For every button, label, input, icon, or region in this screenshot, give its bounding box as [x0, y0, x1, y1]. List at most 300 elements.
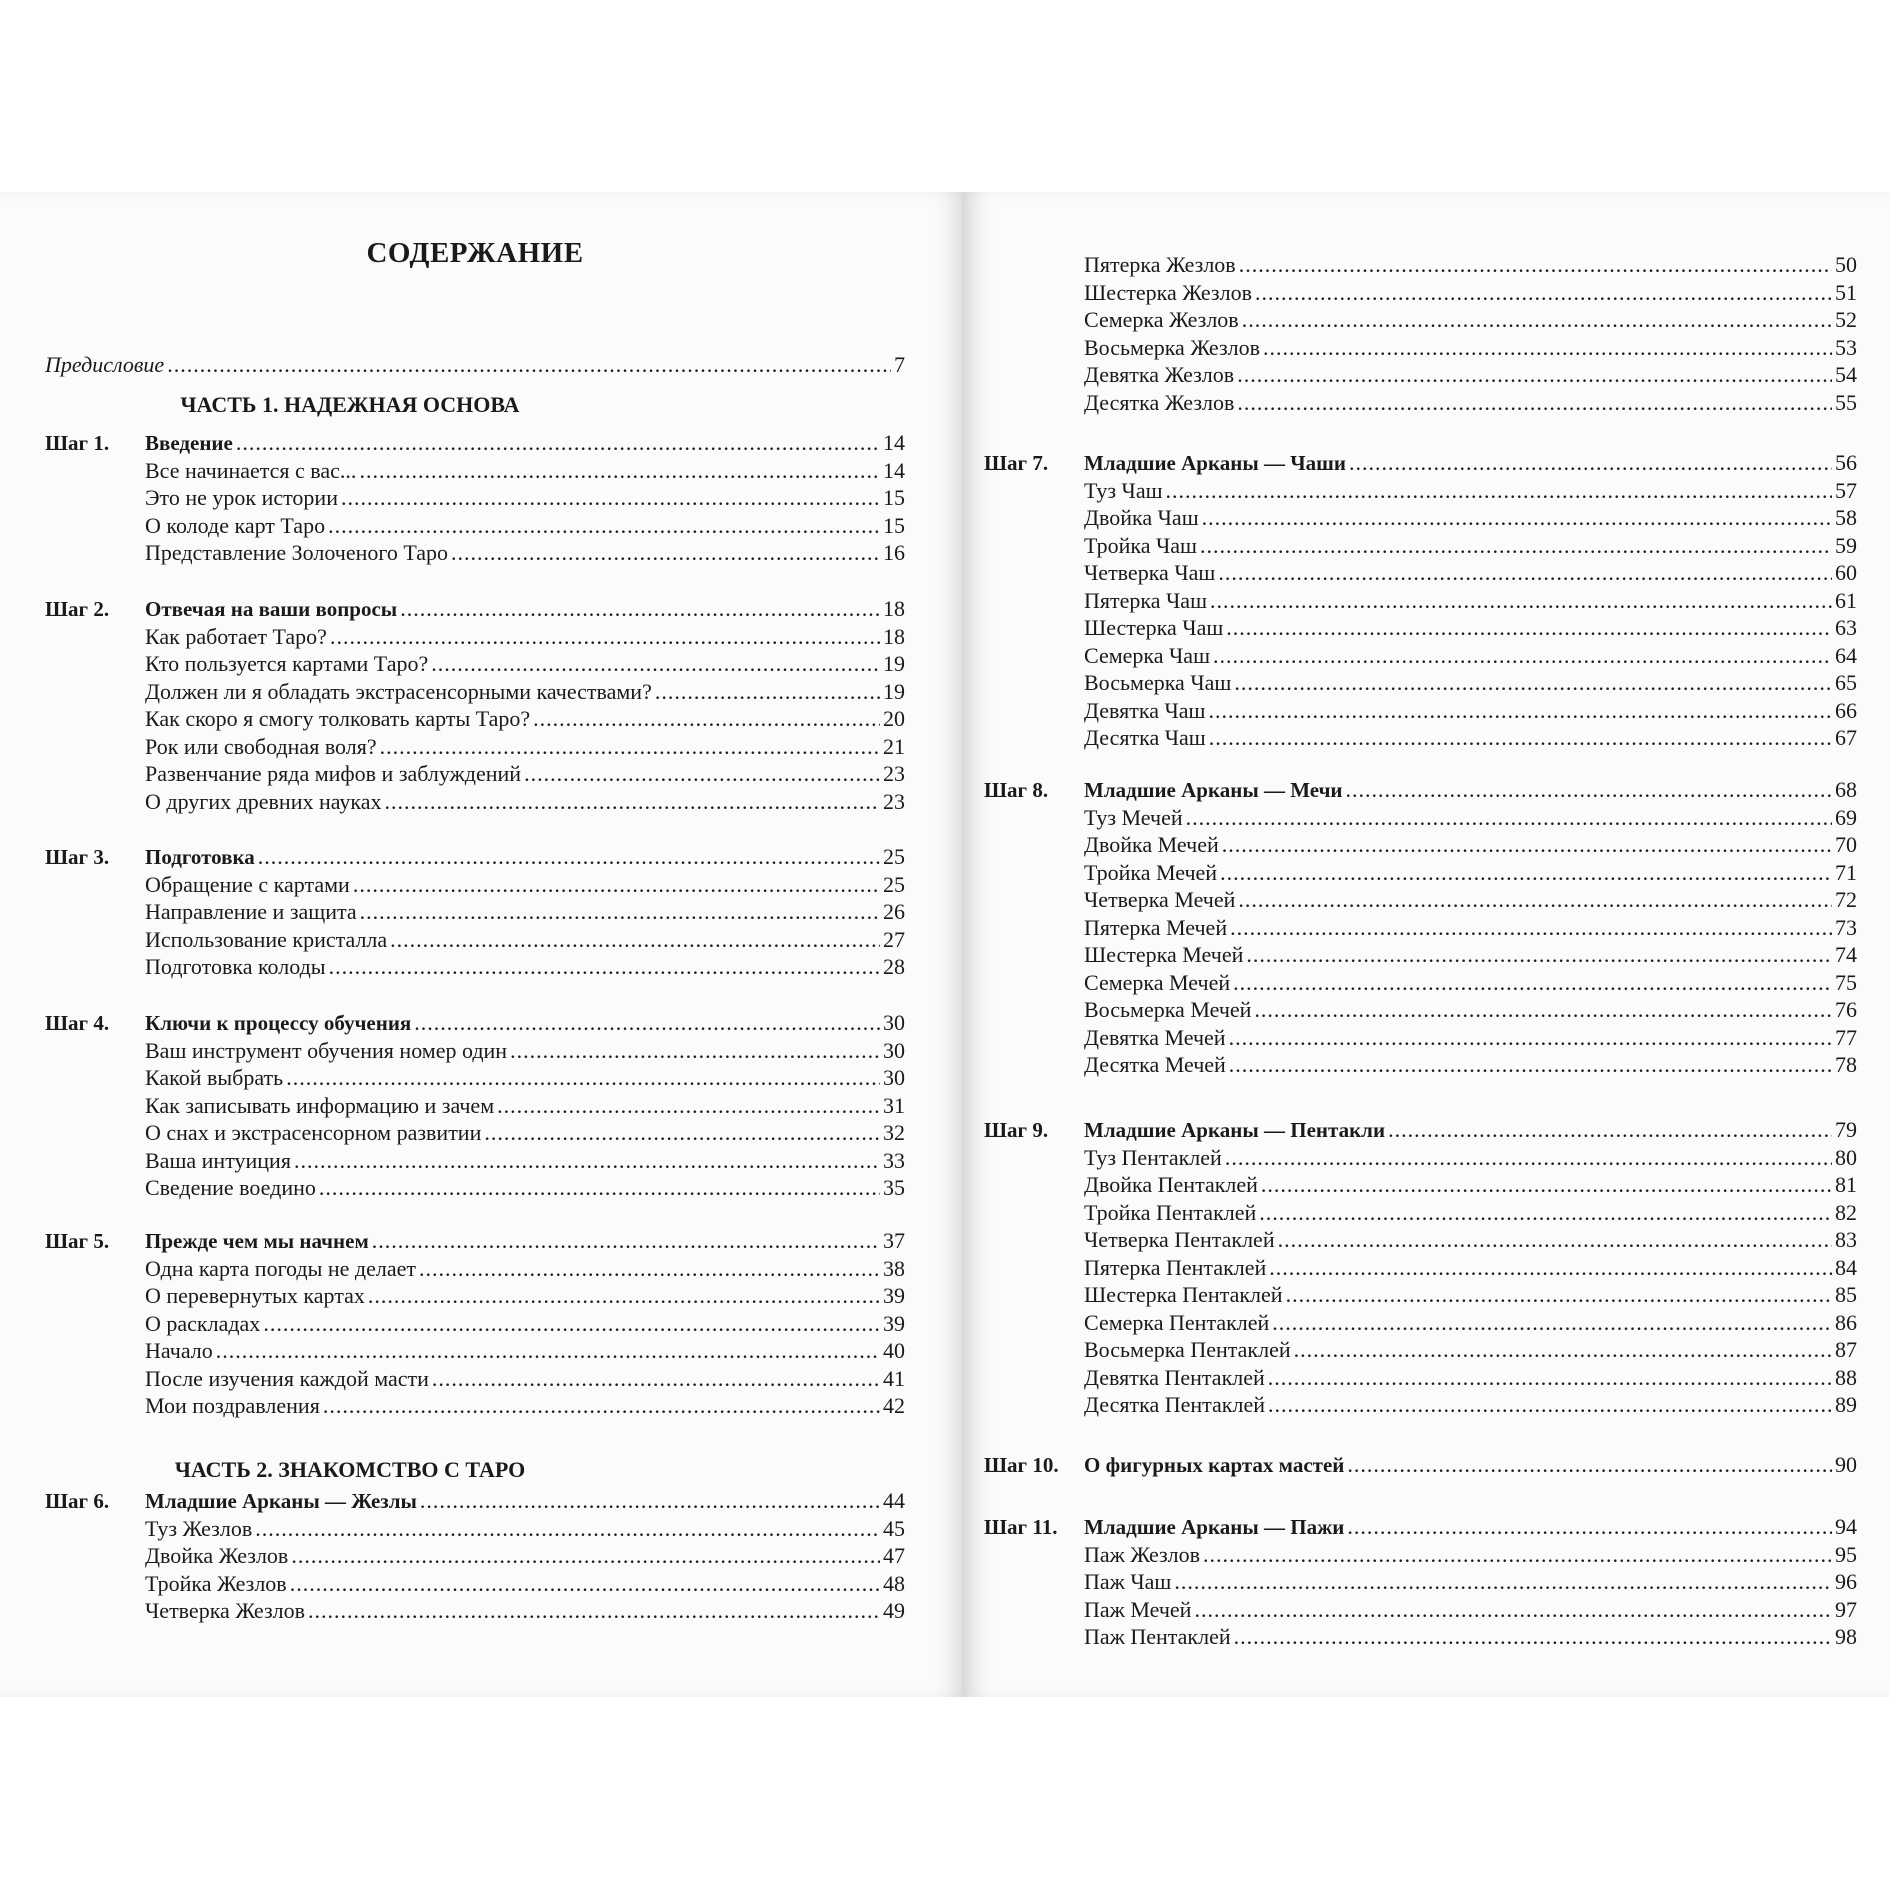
toc-row-item[interactable] — [1084, 560, 1857, 586]
entry-label: О перевернутых картах — [145, 1283, 365, 1308]
toc-row-item[interactable] — [1084, 1365, 1857, 1391]
toc-row-step[interactable] — [45, 1488, 905, 1514]
toc-row-item[interactable] — [145, 1256, 905, 1282]
page-number: 97 — [1835, 1596, 1857, 1622]
leader-dots — [1200, 533, 1832, 559]
leader-dots — [1225, 1145, 1832, 1171]
entry-label: О фигурных картах мастей — [1084, 1453, 1345, 1477]
entry-label: Паж Чаш — [1084, 1569, 1172, 1594]
toc-row-item[interactable] — [1084, 588, 1857, 614]
leader-dots — [1220, 860, 1832, 886]
entry-label: Это не урок истории — [145, 485, 338, 510]
toc-row-item[interactable] — [145, 540, 905, 566]
page-number: 48 — [883, 1570, 905, 1596]
step-number: Шаг 7. — [984, 451, 1049, 475]
page-number: 77 — [1835, 1024, 1857, 1050]
page-number: 69 — [1835, 804, 1857, 830]
page-number: 74 — [1835, 942, 1857, 967]
leader-dots — [524, 761, 880, 787]
entry-label: Введение — [145, 431, 233, 455]
toc-row-item[interactable] — [1084, 280, 1857, 306]
entry-label: Как скоро я смогу толковать карты Таро? — [145, 706, 531, 731]
toc-row-step[interactable] — [45, 844, 905, 870]
toc-row-step[interactable] — [45, 430, 905, 456]
leader-dots — [400, 596, 880, 622]
leader-dots — [216, 1338, 880, 1364]
toc-row-item[interactable] — [145, 624, 905, 650]
entry-label: Младшие Арканы — Пентакли — [1084, 1118, 1386, 1142]
toc-row-item[interactable] — [145, 1311, 905, 1337]
entry-label: Паж Жезлов — [1084, 1541, 1201, 1567]
page-number: 38 — [883, 1255, 905, 1281]
leader-dots — [1346, 777, 1832, 803]
leader-dots — [1294, 1337, 1832, 1363]
entry-label: Четверка Чаш — [1084, 560, 1216, 585]
left-page — [0, 192, 962, 1697]
page-number: 73 — [1835, 914, 1857, 940]
page-number: 26 — [883, 899, 905, 924]
page-number: 60 — [1835, 560, 1857, 585]
page-number: 23 — [883, 761, 905, 786]
entry-label: Младшие Арканы — Жезлы — [145, 1489, 417, 1513]
leader-dots — [1210, 588, 1832, 614]
page-number: 27 — [883, 926, 905, 952]
toc-row-item[interactable] — [1084, 1310, 1857, 1336]
toc-row-item[interactable] — [145, 1038, 905, 1064]
page-number: 71 — [1835, 859, 1857, 885]
entry-label: Двойка Чаш — [1084, 505, 1199, 530]
page-number: 15 — [883, 485, 905, 510]
leader-dots — [1259, 1200, 1832, 1226]
entry-label: Должен ли я обладать экстрасенсорными качествами? — [145, 678, 652, 704]
toc-row-step[interactable] — [984, 1452, 1857, 1478]
entry-label: Сведение воедино — [145, 1175, 316, 1200]
leader-dots — [1242, 307, 1832, 333]
page-number: 19 — [883, 678, 905, 704]
entry-label: Шестерка Пентаклей — [1084, 1282, 1283, 1307]
entry-label: Ваш инструмент обучения номер один — [145, 1037, 508, 1063]
page-number: 75 — [1835, 969, 1857, 995]
toc-row-item[interactable] — [145, 1393, 905, 1419]
page-number: 39 — [883, 1310, 905, 1336]
entry-label: Туз Мечей — [1084, 804, 1183, 830]
page-number: 47 — [883, 1543, 905, 1568]
leader-dots — [497, 1093, 880, 1119]
entry-label: Рок или свободная воля? — [145, 733, 377, 759]
entry-label: Семерка Пентаклей — [1084, 1309, 1270, 1335]
page-number: 80 — [1835, 1144, 1857, 1170]
leader-dots — [484, 1120, 880, 1146]
toc-row-step[interactable] — [45, 1228, 905, 1254]
toc-row-step[interactable] — [45, 596, 905, 622]
entry-label: Шестерка Мечей — [1084, 942, 1244, 967]
leader-dots — [263, 1311, 880, 1337]
leader-dots — [286, 1065, 880, 1091]
entry-label: Девятка Пентаклей — [1084, 1364, 1265, 1390]
page-number: 87 — [1835, 1337, 1857, 1362]
toc-row-step[interactable] — [984, 450, 1857, 476]
page-number: 86 — [1835, 1309, 1857, 1335]
page-number: 30 — [883, 1037, 905, 1063]
entry-label: Паж Пентаклей — [1084, 1624, 1231, 1649]
page-number: 54 — [1835, 362, 1857, 387]
toc-row-item[interactable] — [1084, 1569, 1857, 1595]
page-number: 95 — [1835, 1541, 1857, 1567]
leader-dots — [1268, 1365, 1832, 1391]
leader-dots — [255, 1516, 880, 1542]
toc-row-item[interactable] — [1084, 997, 1857, 1023]
toc-row-item[interactable] — [1084, 533, 1857, 559]
toc-row-item[interactable] — [1084, 805, 1857, 831]
entry-label: Восьмерка Пентаклей — [1084, 1337, 1291, 1362]
entry-label: Четверка Жезлов — [145, 1598, 306, 1623]
entry-label: Тройка Жезлов — [145, 1570, 287, 1596]
toc-row-item[interactable] — [1084, 362, 1857, 388]
page-number: 82 — [1835, 1199, 1857, 1225]
toc-row-step[interactable] — [45, 1010, 905, 1036]
toc-row-item[interactable] — [145, 954, 905, 980]
entry-label: Шестерка Жезлов — [1084, 279, 1252, 305]
toc-row-item[interactable] — [145, 651, 905, 677]
leader-dots — [319, 1175, 880, 1201]
entry-label: О других древних науках — [145, 788, 382, 814]
page-number: 37 — [883, 1228, 905, 1253]
leader-dots — [1237, 362, 1832, 388]
entry-label: Четверка Пентаклей — [1084, 1227, 1275, 1252]
toc-row-item[interactable] — [1084, 915, 1857, 941]
toc-row-item[interactable] — [145, 1065, 905, 1091]
toc-row-item[interactable] — [1084, 1624, 1857, 1650]
toc-row-item[interactable] — [145, 761, 905, 787]
step-number: Шаг 2. — [45, 597, 110, 621]
leader-dots — [510, 1038, 880, 1064]
toc-row-item[interactable] — [1084, 725, 1857, 751]
entry-label: Мои поздравления — [145, 1393, 320, 1418]
page-number: 25 — [883, 844, 905, 869]
step-number: Шаг 8. — [984, 778, 1049, 802]
toc-row-item[interactable] — [145, 1148, 905, 1174]
toc-row-item[interactable] — [1084, 643, 1857, 669]
entry-label: Туз Пентаклей — [1084, 1144, 1222, 1170]
leader-dots — [359, 458, 880, 484]
toc-row-item[interactable] — [1084, 1172, 1857, 1198]
leader-dots — [329, 954, 880, 980]
page-number: 84 — [1835, 1254, 1857, 1280]
page-number: 49 — [883, 1598, 905, 1623]
leader-dots — [385, 789, 880, 815]
entry-label: Десятка Чаш — [1084, 725, 1206, 750]
leader-dots — [420, 1488, 880, 1514]
toc-row-item[interactable] — [1084, 698, 1857, 724]
page-number: 21 — [883, 733, 905, 759]
entry-label: Семерка Чаш — [1084, 642, 1211, 668]
page-number: 19 — [883, 651, 905, 676]
entry-label: Ключи к процессу обучения — [145, 1011, 412, 1035]
entry-label: Семерка Жезлов — [1084, 307, 1239, 332]
page-number: 57 — [1835, 477, 1857, 503]
page-number: 52 — [1835, 307, 1857, 332]
entry-label: Пятерка Чаш — [1084, 587, 1208, 613]
leader-dots — [328, 513, 880, 539]
entry-label: Десятка Пентаклей — [1084, 1392, 1265, 1417]
toc-row-item[interactable] — [1084, 970, 1857, 996]
page-number: 76 — [1835, 997, 1857, 1022]
page-number: 85 — [1835, 1282, 1857, 1307]
leader-dots — [290, 1571, 880, 1597]
toc-row-item[interactable] — [145, 1093, 905, 1119]
entry-label: Девятка Жезлов — [1084, 362, 1235, 387]
toc-row-item[interactable] — [145, 485, 905, 511]
entry-label: Тройка Чаш — [1084, 532, 1197, 558]
toc-row-item[interactable] — [145, 1366, 905, 1392]
entry-label: Туз Чаш — [1084, 477, 1163, 503]
entry-label: Подготовка колоды — [145, 954, 326, 979]
leader-dots — [353, 872, 880, 898]
toc-row-step[interactable] — [984, 777, 1857, 803]
toc-row-item[interactable] — [145, 927, 905, 953]
toc-row-item[interactable] — [1084, 1597, 1857, 1623]
entry-label: Как работает Таро? — [145, 623, 327, 649]
toc-row-item[interactable] — [1084, 1255, 1857, 1281]
entry-label: Прежде чем мы начнем — [145, 1229, 369, 1253]
leader-dots — [330, 624, 880, 650]
leader-dots — [1226, 615, 1832, 641]
leader-dots — [1218, 560, 1832, 586]
toc-row-item[interactable] — [1084, 505, 1857, 531]
leader-dots — [1254, 997, 1832, 1023]
leader-dots — [372, 1228, 880, 1254]
page-number: 30 — [883, 1010, 905, 1035]
page-number: 33 — [883, 1147, 905, 1173]
entry-label: О раскладах — [145, 1310, 261, 1336]
page-number: 81 — [1835, 1172, 1857, 1197]
entry-label: Десятка Мечей — [1084, 1052, 1226, 1077]
entry-label: Одна карта погоды не делает — [145, 1255, 417, 1281]
leader-dots — [291, 1543, 880, 1569]
page-number: 14 — [883, 430, 905, 455]
toc-row-item[interactable] — [1084, 832, 1857, 858]
toc-row-item[interactable] — [1084, 887, 1857, 913]
entry-label: Начало — [145, 1338, 213, 1363]
leader-dots — [1272, 1310, 1832, 1336]
page-number: 70 — [1835, 832, 1857, 857]
leader-dots — [1347, 1452, 1832, 1478]
leader-dots — [308, 1598, 880, 1624]
step-number: Шаг 1. — [45, 431, 110, 455]
toc-row-item[interactable] — [1084, 478, 1857, 504]
toc-row-item[interactable] — [145, 1543, 905, 1569]
toc-row-item[interactable] — [145, 1120, 905, 1146]
toc-row-item[interactable] — [1084, 390, 1857, 416]
page-number: 58 — [1835, 505, 1857, 530]
entry-label: Двойка Пентаклей — [1084, 1172, 1258, 1197]
leader-dots — [1174, 1569, 1832, 1595]
leader-dots — [1268, 1392, 1832, 1418]
leader-dots — [1238, 887, 1832, 913]
page-number: 23 — [883, 788, 905, 814]
toc-row-item[interactable] — [1084, 1542, 1857, 1568]
toc-row-item[interactable] — [1084, 1337, 1857, 1363]
entry-label: Шестерка Чаш — [1084, 615, 1224, 640]
page-number: 16 — [883, 540, 905, 565]
leader-dots — [258, 844, 880, 870]
leader-dots — [1234, 1624, 1832, 1650]
page-number: 32 — [883, 1120, 905, 1145]
entry-label: Восьмерка Чаш — [1084, 670, 1232, 695]
entry-label: Четверка Мечей — [1084, 887, 1236, 912]
page-number: 42 — [883, 1393, 905, 1418]
leader-dots — [1209, 725, 1832, 751]
right-page — [962, 192, 1890, 1697]
toc-row-item[interactable] — [145, 734, 905, 760]
page-number: 83 — [1835, 1227, 1857, 1252]
entry-label: Тройка Мечей — [1084, 859, 1218, 885]
leader-dots — [1202, 505, 1832, 531]
entry-label: Ваша интуиция — [145, 1147, 291, 1173]
page-number: 20 — [883, 706, 905, 731]
step-number: Шаг 11. — [984, 1515, 1058, 1539]
entry-label: После изучения каждой масти — [145, 1365, 429, 1391]
leader-dots — [451, 540, 880, 566]
leader-dots — [167, 352, 891, 378]
leader-dots — [1203, 1542, 1832, 1568]
leader-dots — [1278, 1227, 1832, 1253]
leader-dots — [414, 1010, 880, 1036]
leader-dots — [294, 1148, 880, 1174]
page-number: 40 — [883, 1338, 905, 1363]
toc-row-item[interactable] — [145, 679, 905, 705]
toc-row-item[interactable] — [1084, 1227, 1857, 1253]
leader-dots — [1261, 1172, 1832, 1198]
toc-row-item[interactable] — [1084, 335, 1857, 361]
toc-row-item[interactable] — [1084, 1052, 1857, 1078]
toc-row-item[interactable] — [145, 706, 905, 732]
leader-dots — [431, 651, 880, 677]
toc-row-item[interactable] — [1084, 1392, 1857, 1418]
entry-label: Кто пользуется картами Таро? — [145, 651, 429, 676]
toc-row-item[interactable] — [1084, 252, 1857, 278]
toc-row-item[interactable] — [145, 1571, 905, 1597]
leader-dots — [432, 1366, 880, 1392]
leader-dots — [368, 1283, 880, 1309]
leader-dots — [1209, 698, 1833, 724]
toc-row-item[interactable] — [1084, 1282, 1857, 1308]
toc-row-item[interactable] — [145, 1598, 905, 1624]
toc-row-item[interactable] — [145, 458, 905, 484]
toc-row-step[interactable] — [984, 1514, 1857, 1540]
entry-label: Младшие Арканы — Пажи — [1084, 1515, 1345, 1539]
leader-dots — [1239, 252, 1832, 278]
leader-dots — [1229, 1052, 1832, 1078]
leader-dots — [380, 734, 880, 760]
entry-label: Предисловие — [45, 352, 165, 377]
leader-dots — [1246, 942, 1832, 968]
page-number: 31 — [883, 1092, 905, 1118]
toc-row-item[interactable] — [145, 872, 905, 898]
leader-dots — [1186, 805, 1832, 831]
toc-row-step[interactable] — [984, 1117, 1857, 1143]
page-number: 51 — [1835, 279, 1857, 305]
entry-label: Обращение с картами — [145, 871, 350, 897]
leader-dots — [1255, 280, 1832, 306]
page-number: 18 — [883, 596, 905, 621]
toc-row-item[interactable] — [145, 899, 905, 925]
leader-dots — [533, 706, 880, 732]
step-number: Шаг 9. — [984, 1118, 1049, 1142]
page-number: 96 — [1835, 1569, 1857, 1594]
entry-label: Семерка Мечей — [1084, 969, 1231, 995]
toc-row-item[interactable] — [1084, 615, 1857, 641]
leader-dots — [1349, 450, 1832, 476]
entry-label: Подготовка — [145, 845, 255, 869]
page-number: 78 — [1835, 1052, 1857, 1077]
page-number: 88 — [1835, 1364, 1857, 1390]
entry-label: Десятка Жезлов — [1084, 389, 1235, 415]
page-number: 50 — [1835, 252, 1857, 277]
page-number: 25 — [883, 871, 905, 897]
step-number: Шаг 3. — [45, 845, 110, 869]
entry-label: О снах и экстрасенсорном развитии — [145, 1120, 482, 1145]
toc-row-item[interactable] — [145, 513, 905, 539]
page-number: 44 — [883, 1488, 905, 1513]
leader-dots — [1166, 478, 1832, 504]
page-number: 39 — [883, 1283, 905, 1308]
entry-label: Тройка Пентаклей — [1084, 1199, 1257, 1225]
page-number: 35 — [883, 1175, 905, 1200]
leader-dots — [1263, 335, 1832, 361]
toc-row-item[interactable] — [1084, 1145, 1857, 1171]
entry-label: Развенчание ряда мифов и заблуждений — [145, 761, 522, 786]
toc-row-item[interactable] — [145, 1175, 905, 1201]
toc-row-item[interactable] — [1084, 670, 1857, 696]
toc-row-item[interactable] — [145, 789, 905, 815]
entry-label: Какой выбрать — [145, 1065, 284, 1090]
toc-row-item[interactable] — [1084, 860, 1857, 886]
page-number: 15 — [883, 512, 905, 538]
toc-row-item[interactable] — [1084, 1025, 1857, 1051]
entry-label: Как записывать информацию и зачем — [145, 1092, 495, 1118]
leader-dots — [1269, 1255, 1832, 1281]
leader-dots — [1233, 970, 1832, 996]
toc-row-item[interactable] — [1084, 942, 1857, 968]
toc-row-item[interactable] — [145, 1283, 905, 1309]
entry-label: Представление Золоченого Таро — [145, 540, 448, 565]
leader-dots — [1229, 1025, 1832, 1051]
toc-row-item[interactable] — [145, 1516, 905, 1542]
page-number: 61 — [1835, 587, 1857, 613]
leader-dots — [1194, 1597, 1832, 1623]
toc-row-item[interactable] — [145, 1338, 905, 1364]
entry-label: Направление и защита — [145, 899, 357, 924]
page-number: 72 — [1835, 887, 1857, 912]
page-number: 28 — [883, 954, 905, 979]
entry-label: Младшие Арканы — Мечи — [1084, 778, 1343, 802]
page-number: 41 — [883, 1365, 905, 1391]
entry-label: Пятерка Пентаклей — [1084, 1254, 1267, 1280]
leader-dots — [655, 679, 880, 705]
entry-label: Отвечая на ваши вопросы — [145, 597, 398, 621]
page-number: 68 — [1835, 777, 1857, 802]
page-number: 53 — [1835, 334, 1857, 360]
leader-dots — [1237, 390, 1832, 416]
toc-row-preface[interactable] — [45, 352, 905, 378]
leader-dots — [1213, 643, 1832, 669]
page-number: 30 — [883, 1065, 905, 1090]
toc-row-item[interactable] — [1084, 1200, 1857, 1226]
leader-dots — [1230, 915, 1832, 941]
leader-dots — [323, 1393, 880, 1419]
toc-row-item[interactable] — [1084, 307, 1857, 333]
